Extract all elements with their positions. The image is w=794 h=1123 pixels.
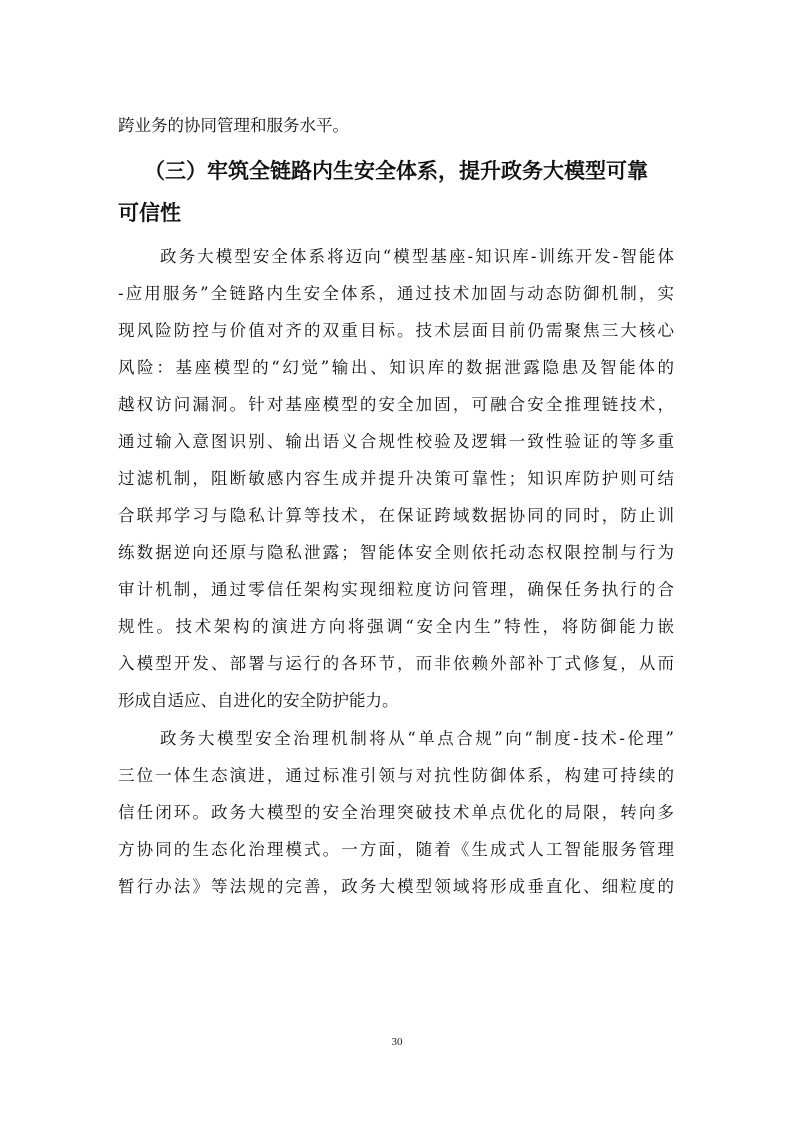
section-heading-line-2: 可信性: [118, 201, 181, 225]
paragraph-1-line: 形成自适应、自进化的安全防护能力。: [118, 691, 399, 710]
paragraph-2-line: 信任闭环。政务大模型的安全治理突破技术单点优化的局限，转向多: [118, 803, 674, 822]
paragraph-2-line: 政务大模型安全治理机制将从“单点合规”向“制度-技术-伦理”: [160, 729, 674, 748]
paragraph-2-line: 三位一体生态演进，通过标准引领与对抗性防御体系，构建可持续的: [118, 766, 674, 785]
paragraph-1-line: 合联邦学习与隐私计算等技术，在保证跨域数据协同的同时，防止训: [118, 506, 674, 525]
paragraph-1-line: 现风险防控与价值对齐的双重目标。技术层面目前仍需聚焦三大核心: [118, 321, 674, 340]
paragraph-2-line: 暂行办法》等法规的完善，政务大模型领域将形成垂直化、细粒度的: [118, 877, 674, 896]
page-number: 30: [391, 1036, 403, 1048]
paragraph-1-line: 过滤机制，阻断敏感内容生成并提升决策可靠性；知识库防护则可结: [118, 469, 674, 488]
paragraph-1-line: 风险：基座模型的“幻觉”输出、知识库的数据泄露隐患及智能体的: [118, 358, 674, 377]
paragraph-2-line: 方协同的生态化治理模式。一方面，随着《生成式人工智能服务管理: [118, 840, 674, 859]
paragraph-1-line: 练数据逆向还原与隐私泄露；智能体安全则依托动态权限控制与行为: [118, 543, 674, 562]
paragraph-1-line: 规性。技术架构的演进方向将强调“安全内生”特性，将防御能力嵌: [118, 617, 674, 636]
paragraph-1-line: 越权访问漏洞。针对基座模型的安全加固，可融合安全推理链技术，: [118, 395, 674, 414]
paragraph-1-line: 入模型开发、部署与运行的各环节，而非依赖外部补丁式修复，从而: [118, 654, 674, 673]
paragraph-1-line: -应用服务”全链路内生安全体系，通过技术加固与动态防御机制，实: [118, 284, 674, 303]
section-heading-line-1: （三）牢筑全链路内生安全体系，提升政务大模型可靠: [144, 159, 648, 183]
paragraph-1-line: 审计机制，通过零信任架构实现细粒度访问管理，确保任务执行的合: [118, 580, 674, 599]
intro-line: 跨业务的协同管理和服务水平。: [118, 116, 349, 135]
paragraph-1-line: 通过输入意图识别、输出语义合规性校验及逻辑一致性验证的等多重: [118, 432, 674, 451]
paragraph-1-line: 政务大模型安全体系将迈向“模型基座-知识库-训练开发-智能体: [160, 247, 674, 266]
